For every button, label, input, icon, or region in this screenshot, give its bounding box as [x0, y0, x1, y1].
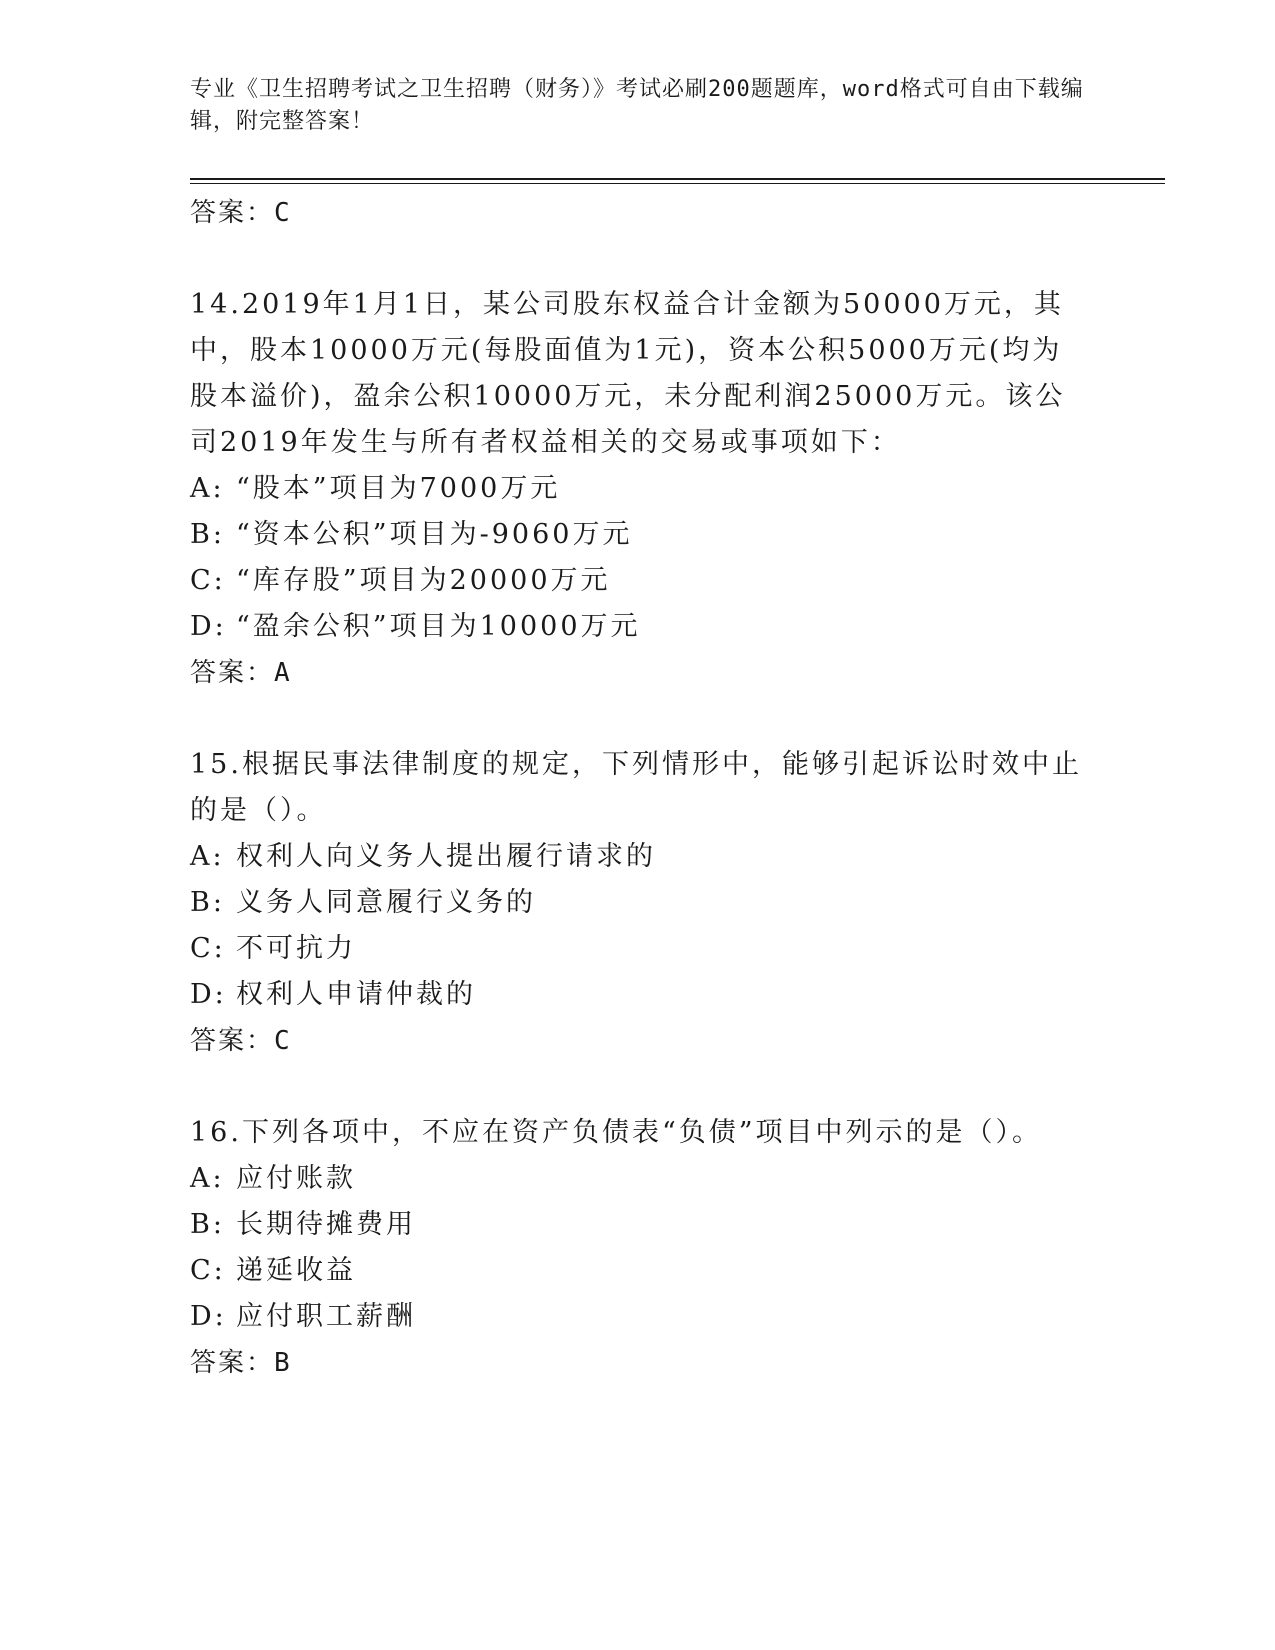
question-content [190, 190, 1090, 1386]
option-text: 权利人向义务人提出履行请求的 [236, 841, 656, 872]
option-text: 长期待摊费用 [236, 1209, 416, 1240]
option-letter: A: [190, 841, 225, 872]
option-text: 义务人同意履行义务的 [236, 887, 536, 918]
option-a [190, 466, 1090, 512]
question-text: 16.下列各项中，不应在资产负债表“负债”项目中列示的是（）。 [190, 1117, 1043, 1148]
option-text: 权利人申请仲裁的 [236, 979, 476, 1010]
option-text: “库存股”项目为20000万元 [236, 565, 611, 596]
option-b [190, 512, 1090, 558]
question-16 [190, 1110, 1090, 1386]
option-a [190, 1156, 1090, 1202]
previous-answer: 答案：C [190, 198, 292, 228]
option-letter: D: [190, 1301, 227, 1332]
question-text: 14.2019年1月1日，某公司股东权益合计金额为50000万元，其中，股本10000万元(每股面值为1元)，资本公积5000万元(均为股本溢价)，盈余公积10000万元，未分配利润25000万元。该公司2019年发生与所有者权益相关的交易或事项如下： [190, 289, 1066, 458]
option-c [190, 926, 1090, 972]
option-d [190, 1294, 1090, 1340]
option-c [190, 558, 1090, 604]
option-text: “股本”项目为7000万元 [236, 473, 561, 504]
option-text: 不可抗力 [236, 933, 356, 964]
option-b [190, 1202, 1090, 1248]
document-header: 专业《卫生招聘考试之卫生招聘（财务）》考试必刷200题题库，word格式可自由下载编辑，附完整答案！ [190, 77, 1084, 134]
option-letter: C: [190, 565, 226, 596]
option-letter: C: [190, 1255, 226, 1286]
option-d [190, 972, 1090, 1018]
option-text: 应付职工薪酬 [236, 1301, 416, 1332]
option-a [190, 834, 1090, 880]
option-d [190, 604, 1090, 650]
option-letter: D: [190, 979, 227, 1010]
question-text: 15.根据民事法律制度的规定，下列情形中，能够引起诉讼时效中止的是（）。 [190, 749, 1082, 826]
header-rule-thick [190, 178, 1165, 180]
option-b [190, 880, 1090, 926]
question-answer: 答案：B [190, 1348, 292, 1378]
question-14 [190, 282, 1090, 696]
option-text: “盈余公积”项目为10000万元 [236, 611, 641, 642]
option-letter: B: [190, 1209, 225, 1240]
question-answer: 答案：A [190, 658, 292, 688]
question-answer: 答案：C [190, 1026, 292, 1056]
option-c [190, 1248, 1090, 1294]
option-letter: A: [190, 473, 225, 504]
option-letter: B: [190, 519, 225, 550]
option-letter: D: [190, 611, 227, 642]
option-text: 应付账款 [236, 1163, 356, 1194]
option-text: 递延收益 [236, 1255, 356, 1286]
option-letter: C: [190, 933, 226, 964]
question-15 [190, 742, 1090, 1064]
option-letter: B: [190, 887, 225, 918]
option-letter: A: [190, 1163, 225, 1194]
option-text: “资本公积”项目为-9060万元 [236, 519, 633, 550]
header-rule-thin [190, 183, 1165, 184]
